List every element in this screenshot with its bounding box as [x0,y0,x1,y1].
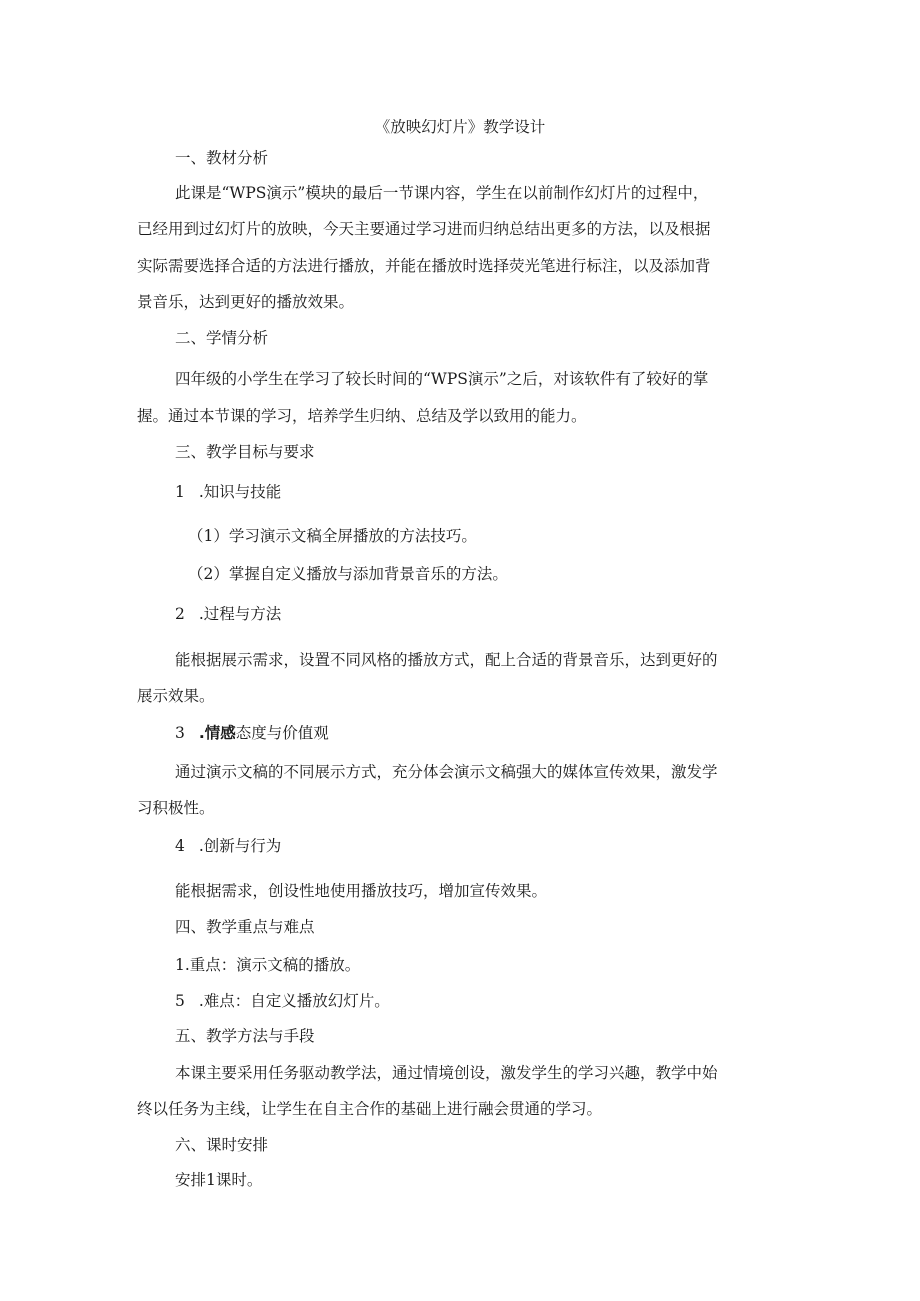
paragraph-line: 握。通过本节课的学习，培养学生归纳、总结及学以致用的能力。 [137,407,587,425]
subheading-text: 态度与价值观 [235,724,329,742]
section-heading-5: 五、教学方法与手段 [175,1027,315,1045]
paragraph-line: 展示效果。 [137,687,215,705]
section-heading-2: 二、学情分析 [175,329,269,347]
section-heading-4: 四、教学重点与难点 [175,918,315,936]
list-item: 1.重点：演示文稿的播放。 [175,956,361,974]
paragraph-line: 安排1课时。 [175,1171,263,1189]
paragraph-line: 能根据需求，创设性地使用播放技巧，增加宣传效果。 [175,882,548,900]
item-text: .难点：自定义播放幻灯片。 [198,992,390,1010]
paragraph-line: 能根据展示需求，设置不同风格的播放方式，配上合适的背景音乐，达到更好的 [175,651,718,669]
paragraph-line: 此课是“WPS演示”模块的最后一节课内容，学生在以前制作幻灯片的过程中， [175,184,709,202]
paragraph-line: 实际需要选择合适的方法进行播放，并能在播放时选择荧光笔进行标注，以及添加背 [137,257,711,275]
section-heading-3: 三、教学目标与要求 [175,443,315,461]
document-title: 《放映幻灯片》教学设计 [374,118,546,136]
subheading-process [175,604,281,624]
subheading-emotion [175,723,329,743]
paragraph-line: 终以任务为主线，让学生在自主合作的基础上进行融会贯通的学习。 [137,1100,603,1118]
subheading-knowledge [175,482,281,502]
subheading-number: 2 [175,605,185,623]
item-number: 5 [175,992,185,1010]
subheading-number: 4 [175,837,185,855]
subheading-innovation [175,836,281,856]
subheading-bold-text: .情感 [198,724,236,742]
section-heading-1: 一、教材分析 [175,149,269,167]
paragraph-line: 本课主要采用任务驱动教学法，通过情境创设，激发学生的学习兴趣，教学中始 [175,1064,718,1082]
section-heading-6: 六、课时安排 [175,1136,269,1154]
subheading-text: .过程与方法 [198,605,282,623]
subheading-text: .创新与行为 [198,837,282,855]
paragraph-line: 已经用到过幻灯片的放映，今天主要通过学习进而归纳总结出更多的方法，以及根据 [137,220,711,238]
paragraph-line: 习积极性。 [137,799,215,817]
paragraph-line: 景音乐，达到更好的播放效果。 [137,293,355,311]
subheading-text: .知识与技能 [198,483,282,501]
list-item [175,991,390,1011]
subheading-number: 1 [175,483,185,501]
subheading-number: 3 [175,724,185,742]
paragraph-line: 通过演示文稿的不同展示方式，充分体会演示文稿强大的媒体宣传效果，激发学 [175,763,718,781]
list-item: （1）学习演示文稿全屏播放的方法技巧。 [188,527,477,545]
list-item: （2）掌握自定义播放与添加背景音乐的方法。 [188,565,508,583]
paragraph-line: 四年级的小学生在学习了较长时间的“WPS演示”之后，对该软件有了较好的掌 [175,370,709,388]
